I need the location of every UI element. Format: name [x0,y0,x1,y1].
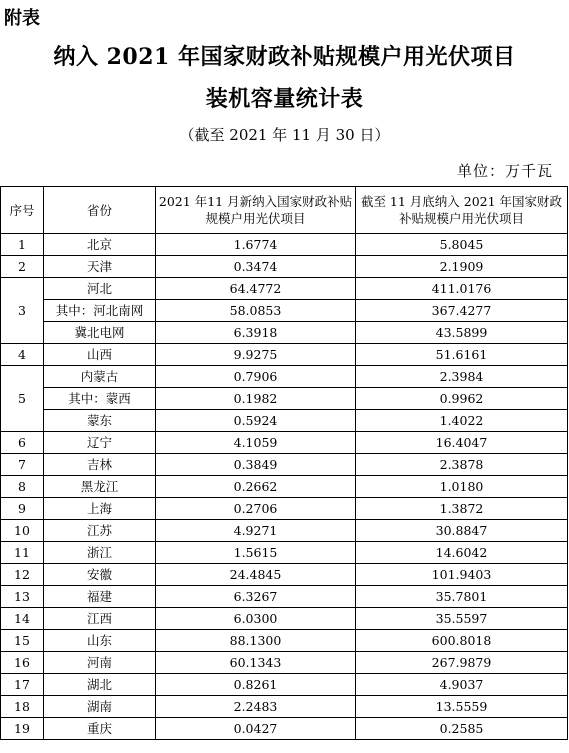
november-value-cell: 2.2483 [156,696,356,718]
november-value-cell: 1.5615 [156,542,356,564]
seq-cell: 16 [1,652,44,674]
table-row [1,366,568,388]
table-row [1,718,568,740]
november-value-cell: 58.0853 [156,300,356,322]
cumulative-value-cell: 0.2585 [356,718,568,740]
table-row [1,432,568,454]
november-value-cell: 0.2662 [156,476,356,498]
province-cell: 蒙东 [44,410,156,432]
province-cell: 北京 [44,234,156,256]
table-row [1,542,568,564]
table-row [1,344,568,366]
province-cell: 江苏 [44,520,156,542]
november-value-cell: 6.3267 [156,586,356,608]
november-value-cell: 0.7906 [156,366,356,388]
province-cell: 吉林 [44,454,156,476]
seq-cell: 11 [1,542,44,564]
cumulative-value-cell: 43.5899 [356,322,568,344]
province-cell: 山东 [44,630,156,652]
cumulative-value-cell: 51.6161 [356,344,568,366]
cumulative-value-cell: 101.9403 [356,564,568,586]
cumulative-value-cell: 14.6042 [356,542,568,564]
cumulative-value-cell: 1.0180 [356,476,568,498]
province-cell: 福建 [44,586,156,608]
november-value-cell: 0.5924 [156,410,356,432]
seq-cell: 7 [1,454,44,476]
cumulative-value-cell: 367.4277 [356,300,568,322]
cumulative-value-cell: 5.8045 [356,234,568,256]
province-cell: 黑龙江 [44,476,156,498]
table-row [1,564,568,586]
table-row [1,630,568,652]
seq-cell: 12 [1,564,44,586]
table-row [1,674,568,696]
seq-cell: 18 [1,696,44,718]
province-cell: 辽宁 [44,432,156,454]
capacity-table [0,186,568,740]
province-cell: 山西 [44,344,156,366]
cumulative-value-cell: 1.4022 [356,410,568,432]
cumulative-value-cell: 13.5559 [356,696,568,718]
header-province: 省份 [44,187,156,234]
cumulative-value-cell: 2.3878 [356,454,568,476]
november-value-cell: 6.0300 [156,608,356,630]
november-value-cell: 4.1059 [156,432,356,454]
appendix-label: 附表 [4,8,40,29]
november-value-cell: 24.4845 [156,564,356,586]
unit-label: 单位：万千瓦 [456,162,553,180]
table-row [1,498,568,520]
november-value-cell: 0.3849 [156,454,356,476]
province-cell: 内蒙古 [44,366,156,388]
date-subtitle: （截至 2021 年 11 月 30 日） [179,126,390,144]
november-value-cell: 1.6774 [156,234,356,256]
cumulative-value-cell: 2.3984 [356,366,568,388]
table-row [1,608,568,630]
november-value-cell: 0.2706 [156,498,356,520]
cumulative-value-cell: 35.7801 [356,586,568,608]
table-row [1,234,568,256]
november-value-cell: 64.4772 [156,278,356,300]
province-cell: 湖南 [44,696,156,718]
november-value-cell: 0.1982 [156,388,356,410]
province-cell: 江西 [44,608,156,630]
province-cell: 其中：河北南网 [44,300,156,322]
province-cell: 天津 [44,256,156,278]
november-value-cell: 0.0427 [156,718,356,740]
november-value-cell: 60.1343 [156,652,356,674]
table-row [1,652,568,674]
cumulative-value-cell: 4.9037 [356,674,568,696]
seq-cell: 8 [1,476,44,498]
province-cell: 重庆 [44,718,156,740]
november-value-cell: 0.8261 [156,674,356,696]
header-november-new: 2021 年11 月新纳入国家财政补贴规模户用光伏项目 [156,187,356,234]
province-cell: 湖北 [44,674,156,696]
november-value-cell: 0.3474 [156,256,356,278]
november-value-cell: 9.9275 [156,344,356,366]
province-cell: 浙江 [44,542,156,564]
cumulative-value-cell: 600.8018 [356,630,568,652]
seq-cell: 10 [1,520,44,542]
seq-cell: 15 [1,630,44,652]
cumulative-value-cell: 35.5597 [356,608,568,630]
table-row [1,520,568,542]
table-row [1,388,568,410]
cumulative-value-cell: 16.4047 [356,432,568,454]
cumulative-value-cell: 30.8847 [356,520,568,542]
november-value-cell: 4.9271 [156,520,356,542]
province-cell: 河南 [44,652,156,674]
table-row [1,696,568,718]
november-value-cell: 88.1300 [156,630,356,652]
seq-cell: 17 [1,674,44,696]
seq-cell: 3 [1,278,44,344]
cumulative-value-cell: 267.9879 [356,652,568,674]
table-row [1,256,568,278]
seq-cell: 1 [1,234,44,256]
table-row [1,300,568,322]
table-row [1,586,568,608]
table-row [1,322,568,344]
seq-cell: 14 [1,608,44,630]
seq-cell: 2 [1,256,44,278]
province-cell: 安徽 [44,564,156,586]
seq-cell: 19 [1,718,44,740]
province-cell: 河北 [44,278,156,300]
seq-cell: 6 [1,432,44,454]
seq-cell: 5 [1,366,44,432]
province-cell: 其中：蒙西 [44,388,156,410]
province-cell: 冀北电网 [44,322,156,344]
cumulative-value-cell: 0.9962 [356,388,568,410]
table-row [1,278,568,300]
cumulative-value-cell: 1.3872 [356,498,568,520]
seq-cell: 9 [1,498,44,520]
table-row [1,410,568,432]
table-header-row [1,187,568,234]
seq-cell: 13 [1,586,44,608]
document-title-line1: 纳入 2021 年国家财政补贴规模户用光伏项目 [53,44,516,70]
seq-cell: 4 [1,344,44,366]
header-seq: 序号 [1,187,44,234]
november-value-cell: 6.3918 [156,322,356,344]
table-row [1,454,568,476]
province-cell: 上海 [44,498,156,520]
cumulative-value-cell: 2.1909 [356,256,568,278]
cumulative-value-cell: 411.0176 [356,278,568,300]
header-cumulative: 截至 11 月底纳入 2021 年国家财政补贴规模户用光伏项目 [356,187,568,234]
table-row [1,476,568,498]
document-title-line2: 装机容量统计表 [205,86,364,112]
